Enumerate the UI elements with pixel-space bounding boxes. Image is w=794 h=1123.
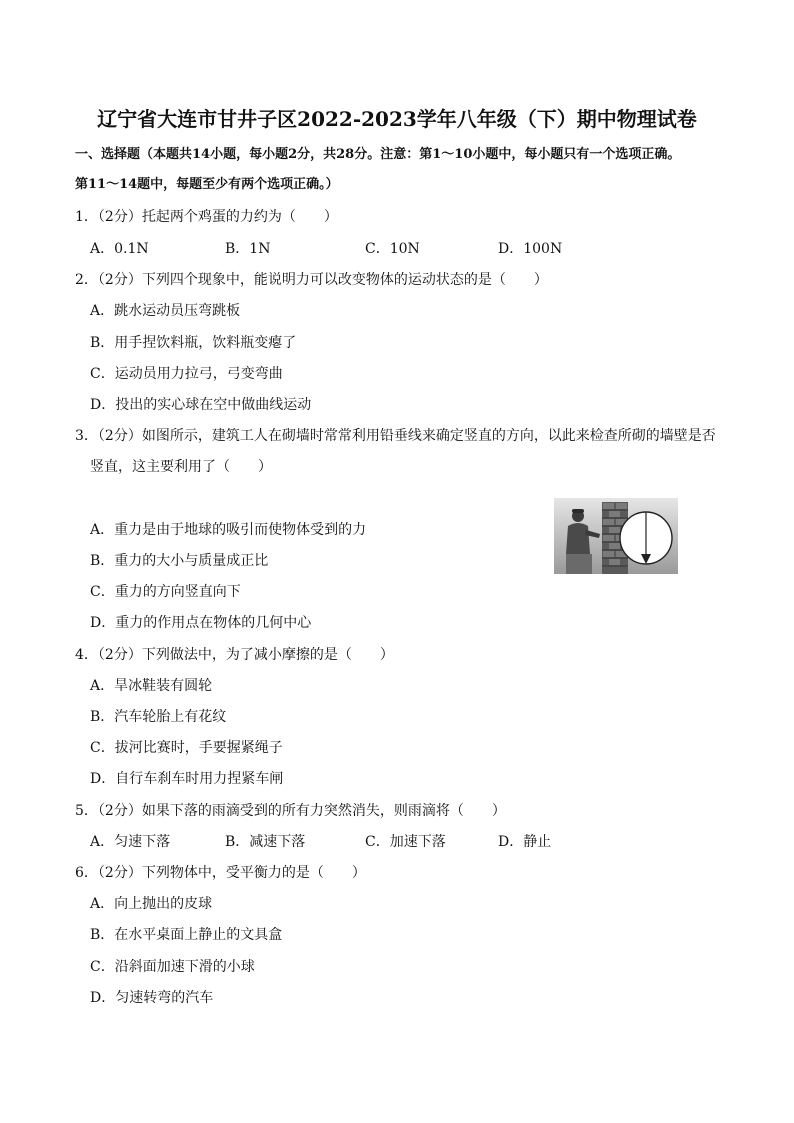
page-title: 辽宁省大连市甘井子区2022-2023学年八年级（下）期中物理试卷 [97, 107, 697, 131]
question-6-option-b: B．在水平桌面上静止的文具盒 [90, 927, 283, 943]
question-2-option-c: C．运动员用力拉弓，弓变弯曲 [90, 366, 283, 382]
section-heading-line2: 第11～14题中，每题至少有两个选项正确。） [75, 177, 339, 192]
question-5-option-c: C．加速下落 [365, 834, 446, 850]
question-2-stem: 2．（2分）下列四个现象中，能说明力可以改变物体的运动状态的是（ ） [75, 272, 548, 288]
question-2-option-d: D．投出的实心球在空中做曲线运动 [90, 397, 312, 413]
question-1-option-a: A．0.1N [90, 241, 149, 257]
question-6-option-a: A．向上抛出的皮球 [90, 896, 213, 912]
question-4-option-b: B．汽车轮胎上有花纹 [90, 709, 227, 725]
question-4-option-c: C．拔河比赛时，手要握紧绳子 [90, 740, 283, 756]
question-3-option-c: C．重力的方向竖直向下 [90, 584, 241, 600]
question-4-option-d: D．自行车刹车时用力捏紧车闸 [90, 771, 284, 787]
question-1-option-b: B．1N [225, 241, 271, 257]
question-3-option-d: D．重力的作用点在物体的几何中心 [90, 615, 312, 631]
section-heading-line1: 一、选择题（本题共14小题，每小题2分，共28分。注意：第1～10小题中，每小题只有一个选项正确。 [75, 147, 681, 162]
question-1-stem: 1．（2分）托起两个鸡蛋的力约为（ ） [75, 209, 338, 225]
question-3-stem-line1: 3．（2分）如图所示，建筑工人在砌墙时常常利用铅垂线来确定竖直的方向，以此来检查所砌的墙壁是否 [75, 428, 716, 444]
question-5-stem: 5．（2分）如果下落的雨滴受到的所有力突然消失，则雨滴将（ ） [75, 803, 506, 819]
question-5-option-a: A．匀速下落 [90, 834, 171, 850]
question-2-option-b: B．用手捏饮料瓶，饮料瓶变瘪了 [90, 335, 297, 351]
question-3-option-a: A．重力是由于地球的吸引而使物体受到的力 [90, 522, 367, 538]
question-1-option-d: D．100N [498, 241, 563, 257]
question-2-option-a: A．跳水运动员压弯跳板 [90, 303, 241, 319]
question-5-option-b: B．减速下落 [225, 834, 306, 850]
question-4-stem: 4．（2分）下列做法中，为了减小摩擦的是（ ） [75, 647, 394, 663]
question-6-stem: 6．（2分）下列物体中，受平衡力的是（ ） [75, 865, 366, 881]
question-6-option-d: D．匀速转弯的汽车 [90, 990, 214, 1006]
question-3-stem-line2: 竖直，这主要利用了（ ） [90, 459, 272, 475]
question-6-option-c: C．沿斜面加速下滑的小球 [90, 959, 255, 975]
question-4-option-a: A．旱冰鞋装有圆轮 [90, 678, 213, 694]
question-3-option-b: B．重力的大小与质量成正比 [90, 553, 269, 569]
question-5-option-d: D．静止 [498, 834, 552, 850]
plumb-line-figure [554, 498, 678, 574]
question-1-option-c: C．10N [365, 241, 420, 257]
